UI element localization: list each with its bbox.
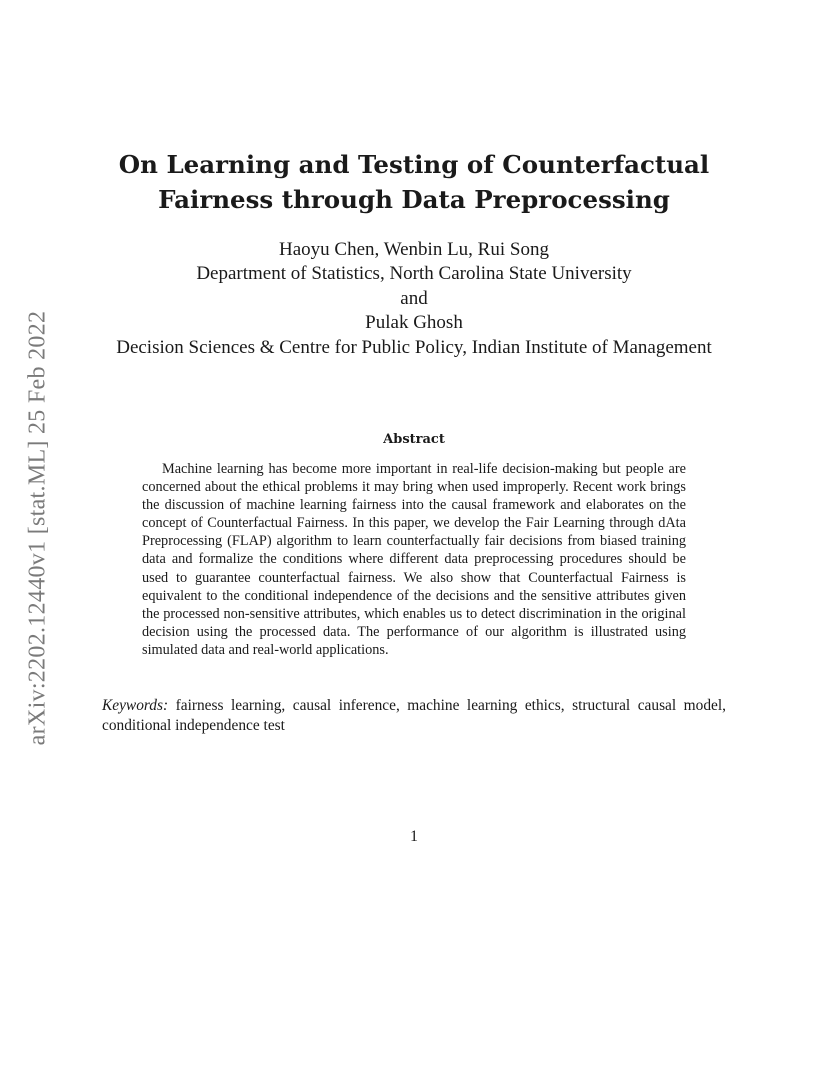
- title-line-2: Fairness through Data Preprocessing: [158, 185, 670, 214]
- arxiv-identifier-stamp: arXiv:2202.12440v1 [stat.ML] 25 Feb 2022: [24, 310, 51, 746]
- author-affiliation-1: Department of Statistics, North Carolina State University: [196, 263, 632, 285]
- abstract-text: Machine learning has become more important in real-life decision-making but people are concerned about the ethical problems it may bring when used improperly. Recent work brings the discussion of machine learning fairness into the causal framework and elaborates on the concept of Counterfactual Fairness. In this paper, we develop the Fair Learning through dAta Preprocessing (FLAP) algorithm to learn counterfactually fair decisions from biased training data and formalize the conditions where different data preprocessing procedures should be used to guarantee counterfactual fairness. We also show that Counterfactual Fairness is equivalent to the conditional independence of the decisions and the sensitive attributes given the processed non-sensitive attributes, which enables us to detect discrimination in the original decision using the processed data. The performance of our algorithm is illustrated using simulated data and real-world applications.: [142, 461, 686, 658]
- author-affiliation-2: Decision Sciences & Centre for Public Policy, Indian Institute of Management: [116, 336, 712, 358]
- author-names-2: Pulak Ghosh: [365, 312, 463, 334]
- author-names-1: Haoyu Chen, Wenbin Lu, Rui Song: [279, 239, 549, 260]
- author-block: [0, 238, 828, 360]
- title-line-1: On Learning and Testing of Counterfactual: [118, 150, 710, 179]
- keywords-text: fairness learning, causal inference, machine learning ethics, structural causal model, conditional independence test: [102, 697, 726, 734]
- keywords-section: [102, 696, 726, 736]
- keywords-label: Keywords:: [102, 697, 169, 714]
- author-conjunction: and: [400, 287, 428, 309]
- page-number: 1: [410, 828, 418, 845]
- abstract-heading: Abstract: [383, 432, 445, 447]
- paper-title: [0, 147, 828, 217]
